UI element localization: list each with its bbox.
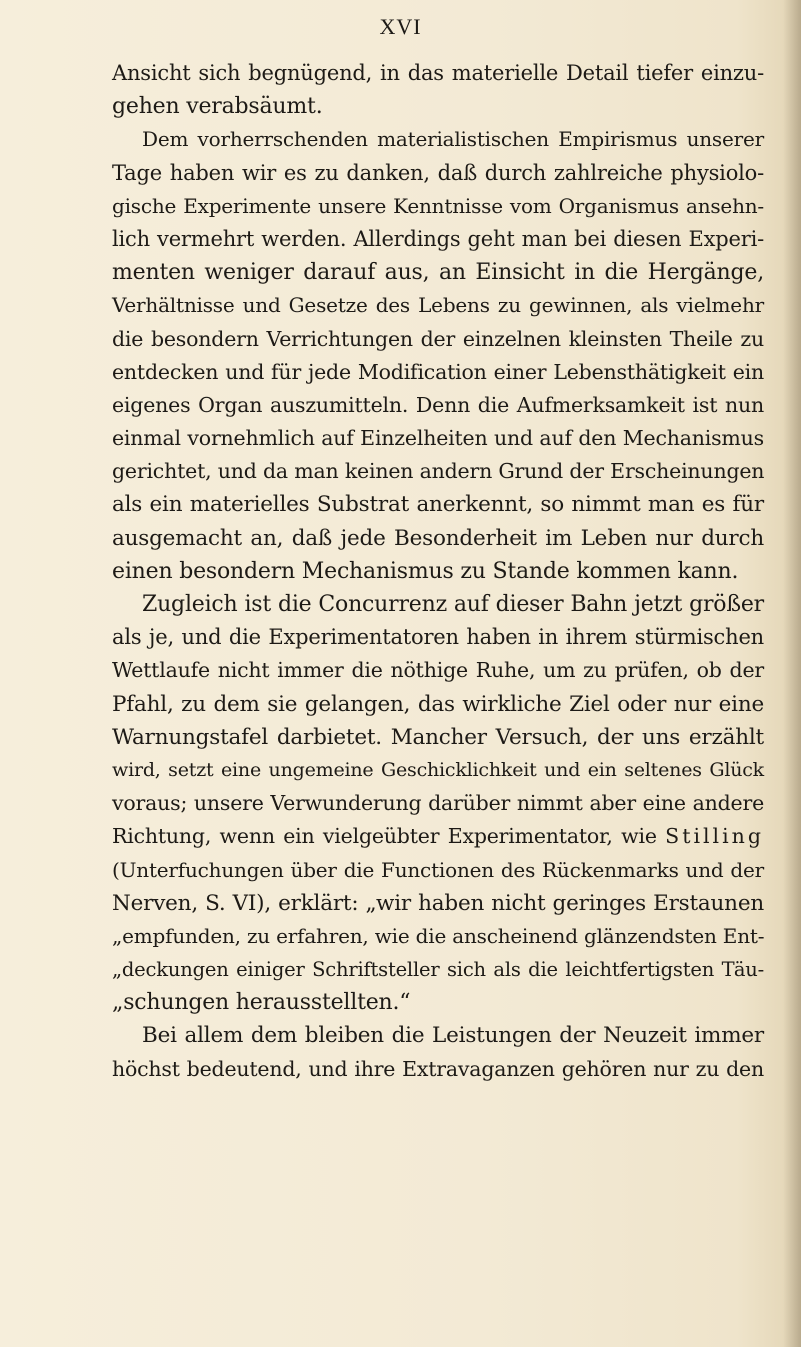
text-line: Verhältnisse und Gesetze des Lebens zu gewinnen, als vielmehr: [112, 293, 764, 318]
text-segment: Richtung, wenn ein vielgeübter Experimentator, wie: [112, 824, 666, 849]
text-line: Bei allem dem bleiben die Leistungen der Neuzeit immer: [142, 1023, 764, 1049]
text-line: entdecken und für jede Modification einer Lebensthätigkeit ein: [112, 359, 764, 384]
text-line: einmal vornehmlich auf Einzelheiten und auf den Mechanismus: [112, 426, 764, 451]
text-line: Tage haben wir es zu danken, daß durch zahlreiche physiolo-: [112, 160, 764, 185]
text-line: eigenes Organ auszumitteln. Denn die Aufmerksamkeit ist nun: [112, 392, 764, 417]
text-line: Zugleich ist die Concurrenz auf dieser Bahn jetzt größer: [142, 592, 764, 617]
text-line: als je, und die Experimentatoren haben in ihrem stürmischen: [112, 625, 764, 650]
text-line: menten weniger darauf aus, an Einsicht in die Hergänge,: [112, 260, 764, 286]
text-line: „deckungen einiger Schriftsteller sich als die leichtfertigsten Täu-: [112, 958, 764, 982]
text-line: Nerven, S. VI), erklärt: „wir haben nicht geringes Erstaunen: [112, 890, 764, 916]
author-name: Stilling: [665, 824, 764, 849]
text-line: Wettlaufe nicht immer die nöthige Ruhe, um zu prüfen, ob der: [112, 658, 764, 683]
page-edge-shadow: [783, 0, 801, 1347]
text-line: Dem vorherrschenden materialistischen Empirismus unserer: [142, 127, 764, 152]
text-line: ausgemacht an, daß jede Besonderheit im Leben nur durch: [112, 525, 764, 551]
text-line: gerichtet, und da man keinen andern Grund der Erscheinungen: [112, 459, 765, 484]
text-line: voraus; unsere Verwunderung darüber nimmt aber eine andere: [112, 791, 764, 816]
text-line: (Unterfuchungen über die Functionen des Rückenmarks und der: [112, 857, 764, 882]
text-line: die besondern Verrichtungen der einzelnen kleinsten Theile zu: [112, 326, 764, 351]
text-line: gische Experimente unsere Kenntnisse vom Organismus ansehn-: [112, 193, 764, 218]
body-text: [112, 57, 764, 1086]
text-line: Warnungstafel darbietet. Mancher Versuch, der uns erzählt: [112, 724, 764, 750]
text-line: Ansicht sich begnügend, in das materielle Detail tiefer einzu-: [112, 61, 764, 85]
text-line: einen besondern Mechanismus zu Stande kommen kann.: [112, 558, 739, 584]
text-line: als ein materielles Substrat anerkennt, so nimmt man es für: [112, 492, 764, 518]
page-number: XVI: [379, 14, 422, 39]
text-line: gehen verabsäumt.: [112, 94, 323, 120]
text-line: höchst bedeutend, und ihre Extravaganzen gehören nur zu den: [112, 1056, 764, 1081]
text-line: „schungen herausstellten.“: [112, 990, 411, 1016]
text-line: wird, setzt eine ungemeine Geschicklichkeit und ein seltenes Glück: [112, 758, 764, 781]
text-line: lich vermehrt werden. Allerdings geht man bei diesen Experi-: [112, 226, 764, 251]
text-line: [112, 820, 764, 853]
text-line: Pfahl, zu dem sie gelangen, das wirkliche Ziel oder nur eine: [112, 691, 764, 717]
text-line: „empfunden, zu erfahren, wie die anscheinend glänzendsten Ent-: [112, 923, 765, 948]
